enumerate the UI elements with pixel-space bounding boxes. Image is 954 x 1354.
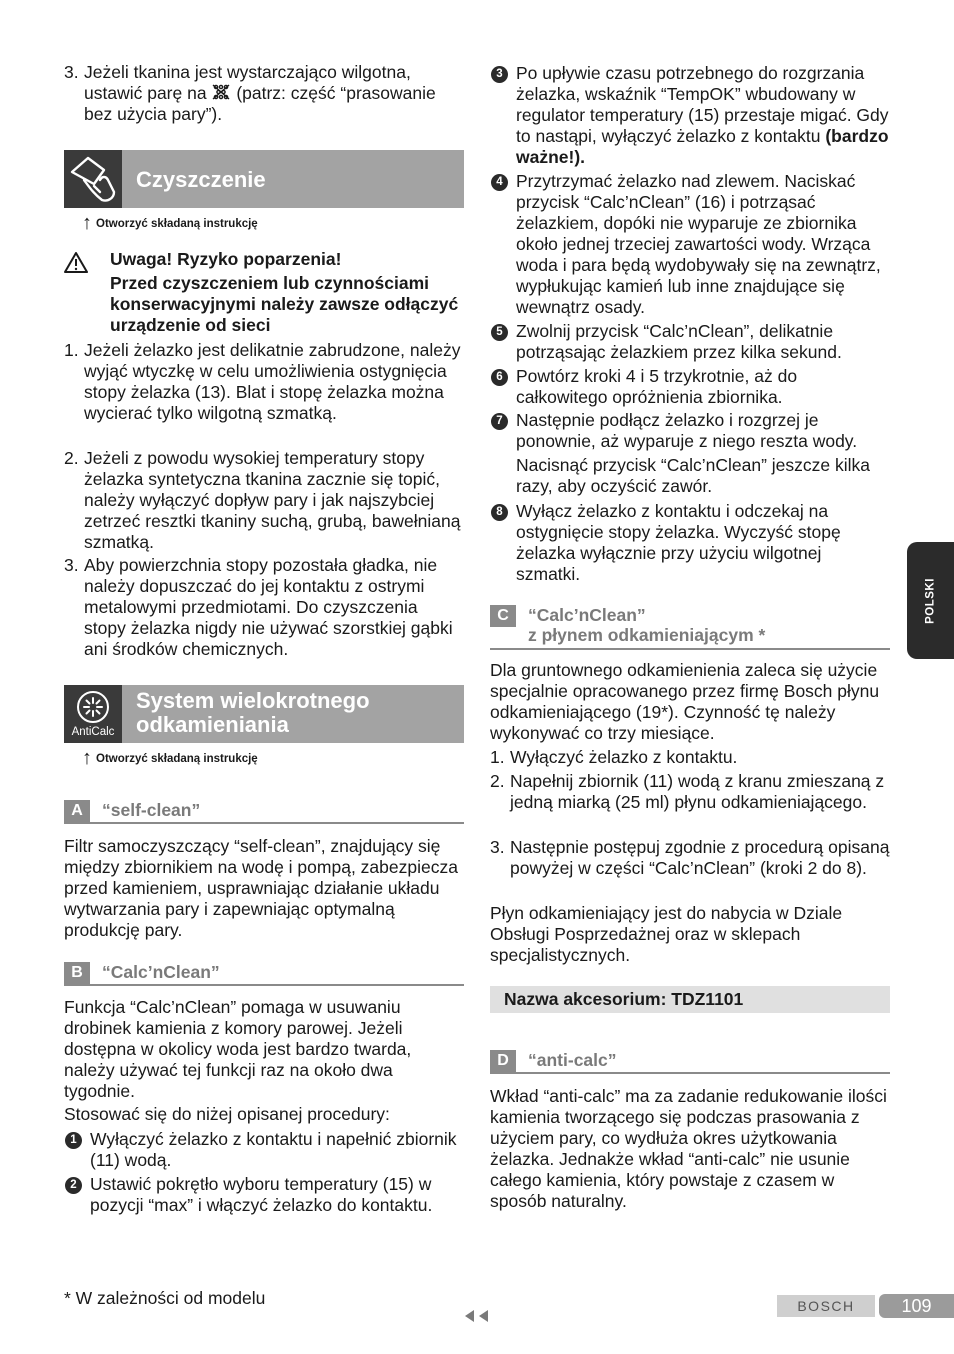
subsection-label: “anti-calc” <box>528 1050 617 1070</box>
procedure-step <box>64 1174 464 1216</box>
section-c-outro: Płyn odkamieniający jest do nabycia w Dziale Obsługi Posprzedażnej oraz w sklepach specjalistycznych. <box>490 903 843 965</box>
cleaning-list-item <box>64 448 464 553</box>
system-title <box>136 689 370 737</box>
step-number-badge: 4 <box>491 174 508 191</box>
subsection-letter: C <box>490 605 516 627</box>
brand-label: BOSCH <box>777 1295 875 1317</box>
subsection-label: “Calc’nClean” <box>102 962 220 982</box>
list-item-text: Aby powierzchnia stopy pozostała gładka, nie należy dopuszczać do jej kontaktu z ostrymi metalowymi przedmiotami. Do czyszczenia stopy żelazka nigdy nie używać szorstkiej gąbki ani środków chemicznych. <box>84 555 453 659</box>
list-item-text: Wyłączyć żelazko z kontaktu. <box>510 747 738 767</box>
subsection-d-header <box>490 1048 890 1074</box>
subsection-letter: D <box>490 1050 516 1072</box>
subsection-letter: A <box>64 800 90 822</box>
list-item-text: Następnie postępuj zgodnie z procedurą opisaną powyżej w części “Calc’nClean” (kroki 2 do 8). <box>510 837 890 878</box>
arrow-up-icon: ↑ <box>82 212 92 234</box>
cleaning-title: Czyszczenie <box>136 167 266 192</box>
system-banner <box>64 685 464 743</box>
section-c-list-item <box>490 771 890 813</box>
anticalc-icon-box <box>64 685 122 743</box>
section-c-list-item <box>490 747 890 768</box>
step-text: Po upływie czasu potrzebnego do rozgrzania żelazka, wskaźnik “TempOK” wbudowany w regulator temperatury (15) przestaje migać. Gdy to nastąpi, wyłączyć żelazko z kontaktu <box>516 63 889 146</box>
step-text: Zwolnij przycisk “Calc’nClean”, delikatnie potrząsając żelazkiem przez kilka sekund. <box>516 321 842 362</box>
system-title-line: odkamieniania <box>136 712 289 737</box>
list-number: 3. <box>490 837 505 857</box>
list-number: 1. <box>64 340 79 360</box>
subsection-label-line: z płynem odkamieniającym * <box>528 625 766 645</box>
list-number: 3. <box>64 62 79 82</box>
list-number: 1. <box>490 747 505 767</box>
procedure-step <box>490 321 890 363</box>
section-c-intro: Dla gruntownego odkamienienia zaleca się użycie specjalnie opracowanego przez firmę Bosch płynu odkamieniającego (19*). Czynność tę należy wykonywać co trzy miesiące. <box>490 660 880 743</box>
system-note-text: Otworzyć składaną instrukcję <box>96 753 258 765</box>
section-a-text: Filtr samoczyszczący “self-clean”, znajdujący się między zbiornikiem na wodę i pompą, zabezpiecza przed kamieniem, usprawniając działanie układu wytwarzania pary i zapewniając optymalną produkcję pary. <box>64 836 458 940</box>
procedure-step <box>490 171 890 318</box>
steam-off-icon <box>211 83 231 101</box>
intro-text-before: Jeżeli tkanina jest wystarczająco wilgotna, ustawić parę na <box>84 62 411 103</box>
language-tab[interactable] <box>907 542 954 659</box>
anticalc-icon <box>64 687 122 729</box>
cleaning-banner <box>64 150 464 208</box>
warning-triangle-icon <box>64 251 88 273</box>
intro-list-item <box>64 62 464 125</box>
step-text: Wyłączyć żelazko z kontaktu i napełnić zbiornik (11) wodą. <box>90 1129 457 1170</box>
warning-body: Przed czyszczeniem lub czynnościami konserwacyjnymi należy zawsze odłączyć urządzenie od sieci <box>110 273 459 335</box>
accessory-name: Nazwa akcesorium: TDZ1101 <box>504 989 744 1009</box>
subsection-label: “self-clean” <box>102 800 201 820</box>
warning-block <box>110 249 470 336</box>
footnote: * W zależności od modelu <box>64 1288 266 1308</box>
warning-title: Uwaga! Ryzyko poparzenia! <box>110 249 342 269</box>
step-number-badge: 2 <box>65 1177 82 1194</box>
list-number: 3. <box>64 555 79 575</box>
anticalc-icon-label: AntiCalc <box>71 726 115 738</box>
cleaning-list-item <box>64 555 464 660</box>
step-text: Przytrzymać żelazko nad zlewem. Naciskać przycisk “Calc’nClean” (16) i potrząsać żelazkiem, dopóki nie wyparuje ze zbiornika około jednej trzeciej zawartości wody. Wrząca woda i para będą wydobywały się na zewnątrz, wypłukując kamień lub inne znajdujące się wewnątrz osady. <box>516 171 881 317</box>
step-extra-text: Nacisnąć przycisk “Calc’nClean” jeszcze kilka razy, aby oczyścić zawór. <box>516 455 870 496</box>
section-b-procedure: Stosować się do niżej opisanej procedury: <box>64 1104 390 1124</box>
procedure-step <box>64 1129 464 1171</box>
step-text: Powtórz kroki 4 i 5 trzykrotnie, aż do całkowitego opróżnienia zbiornika. <box>516 366 798 407</box>
subsection-letter: B <box>64 962 90 984</box>
step-number-badge: 1 <box>65 1132 82 1149</box>
list-number: 2. <box>64 448 79 468</box>
accessory-bar <box>490 986 890 1013</box>
back-arrows-icon[interactable] <box>462 1307 492 1325</box>
hand-cleaning-icon <box>64 150 122 208</box>
cleaning-note <box>82 212 258 234</box>
cleaning-list-item <box>64 340 464 424</box>
step-number-badge: 7 <box>491 413 508 430</box>
step-text: Wyłącz żelazko z kontaktu i odczekaj na ostygnięcie stopy żelazka. Wyczyść stopę żelazka wyłącznie przy użyciu wilgotnej szmatki. <box>516 501 841 584</box>
arrow-up-icon: ↑ <box>82 747 92 769</box>
subsection-label-line: “Calc’nClean” <box>528 605 646 625</box>
procedure-step <box>490 63 890 168</box>
subsection-b-header <box>64 960 464 986</box>
step-number-badge: 5 <box>491 324 508 341</box>
list-item-text: Jeżeli z powodu wysokiej temperatury stopy żelazka syntetyczna tkanina zacznie się topić, należy wyłączyć dopływ pary i jak najszybciej zetrzeć resztki tkaniny suchą, grubą, bawełnianą szmatką. <box>84 448 461 552</box>
step-number-badge: 3 <box>491 66 508 83</box>
list-item-text: Napełnij zbiornik (11) wodą z kranu zmieszaną z jedną miarką (25 ml) płynu odkamieniającego. <box>510 771 885 812</box>
section-c-list-item <box>490 837 890 879</box>
language-tab-label: POLSKI <box>924 577 936 624</box>
cleaning-icon-box <box>64 150 122 208</box>
procedure-step <box>490 366 890 408</box>
step-emphasis: (bardzo ważne!). <box>516 126 889 167</box>
page-number: 109 <box>879 1294 954 1318</box>
step-text: Następnie podłącz żelazko i rozgrzej je ponownie, aż wyparuje z niego reszta wody. <box>516 410 858 451</box>
step-number-badge: 8 <box>491 504 508 521</box>
procedure-step <box>490 501 890 585</box>
step-text: Ustawić pokrętło wyboru temperatury (15) w pozycji “max” i włączyć żelazko do kontaktu. <box>90 1174 433 1215</box>
step-number-badge: 6 <box>491 369 508 386</box>
subsection-label <box>528 605 765 645</box>
subsection-c-header <box>490 603 890 650</box>
subsection-a-header <box>64 798 464 824</box>
list-number: 2. <box>490 771 505 791</box>
section-d-text: Wkład “anti-calc” ma za zadanie redukowanie ilości kamienia tworzącego się podczas prasowania z użyciem pary, co wydłuża okres użytkowania żelazka. Jednakże wkład “anti-calc” nie usunie całego kamienia, który powstaje z czasem w sposób naturalny. <box>490 1086 887 1211</box>
procedure-step <box>490 410 890 497</box>
system-note <box>82 747 258 769</box>
list-item-text: Jeżeli żelazko jest delikatnie zabrudzone, należy wyjąć wtyczkę w celu umożliwienia ostygnięcia stopy żelazka (13). Blat i stopę żelazka można wycierać tylko wilgotną szmatką. <box>84 340 461 423</box>
system-title-line: System wielokrotnego <box>136 688 370 713</box>
cleaning-note-text: Otworzyć składaną instrukcję <box>96 218 258 230</box>
section-b-text: Funkcja “Calc’nClean” pomaga w usuwaniu drobinek kamienia z komory parowej. Jeżeli dostępna w okolicy woda jest bardzo twarda, należy używać tej funkcji raz na około dwa tygodnie. <box>64 997 412 1101</box>
intro-text-after: (patrz: część “prasowanie bez użycia pary”). <box>84 83 436 124</box>
